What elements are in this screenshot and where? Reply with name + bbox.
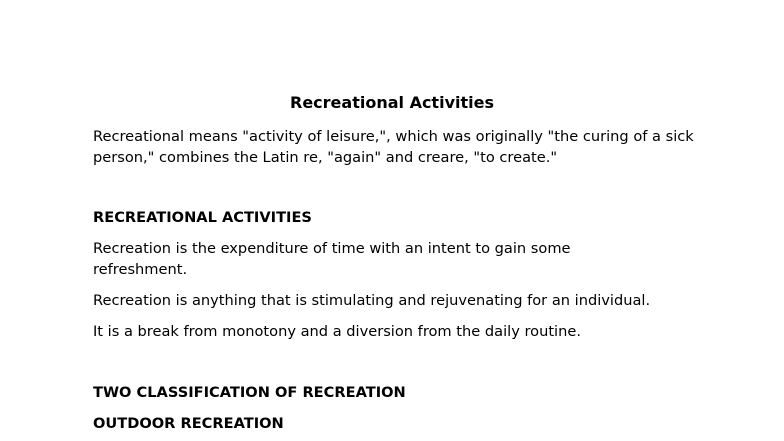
paragraph-break-from-monotony: It is a break from monotony and a diversion from the daily routine. [93,323,581,340]
section-heading-two-classification: TWO CLASSIFICATION OF RECREATION [93,384,406,401]
paragraph-expenditure: Recreation is the expenditure of time with an intent to gain some refreshment. [93,240,571,278]
section-heading-recreational-activities: RECREATIONAL ACTIVITIES [93,209,312,226]
intro-paragraph: Recreational means "activity of leisure,", which was originally "the curing of a sick person," combines the Latin re, "again" and creare, "to create." [93,128,694,166]
document-title: Recreational Activities [290,93,494,112]
section-heading-outdoor-recreation: OUTDOOR RECREATION [93,415,284,432]
paragraph-stimulating: Recreation is anything that is stimulating and rejuvenating for an individual. [93,292,651,309]
